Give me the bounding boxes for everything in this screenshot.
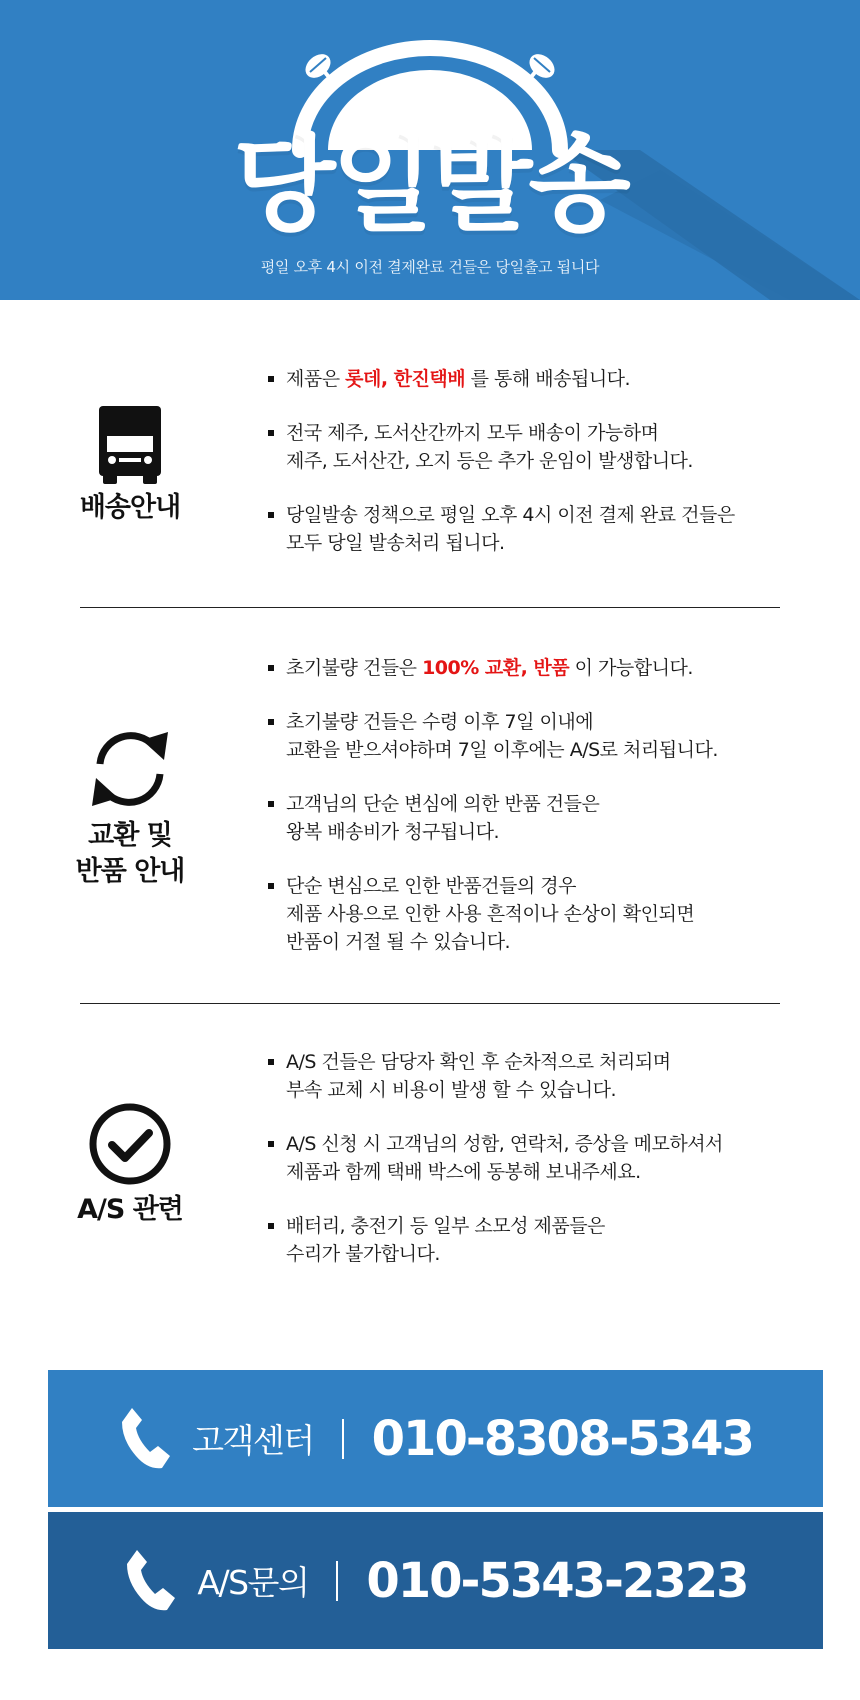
shipping-list	[268, 365, 828, 557]
list-item: 전국 제주, 도서산간까지 모두 배송이 가능하며 제주, 도서산간, 오지 등은 추가 운임이 발생합니다.	[268, 419, 828, 475]
list-item: 초기불량 건들은 100% 교환, 반품 이 가능합니다.	[268, 654, 828, 682]
list-item: 당일발송 정책으로 평일 오후 4시 이전 결제 완료 건들은 모두 당일 발송처리 됩니다.	[268, 501, 828, 557]
as-section	[0, 1004, 860, 1304]
as-inquiry-bar[interactable]	[48, 1512, 823, 1649]
shipping-label: 배송안내	[79, 492, 181, 523]
customer-center-number[interactable]: 010-8308-5343	[371, 1410, 753, 1467]
separator	[336, 1561, 338, 1601]
as-label: A/S 관련	[77, 1194, 183, 1225]
refresh-arrows-icon	[84, 726, 176, 812]
list-item: 제품은 롯데, 한진택배 를 통해 배송됩니다.	[268, 365, 828, 393]
as-inquiry-label: A/S문의	[197, 1563, 309, 1602]
as-list	[268, 1048, 828, 1268]
as-inquiry-number[interactable]: 010-5343-2323	[366, 1552, 748, 1609]
exchange-highlight: 100% 교환, 반품	[422, 657, 570, 679]
exchange-list	[268, 654, 828, 956]
carrier-highlight: 롯데, 한진택배	[345, 368, 466, 390]
list-item: 배터리, 충전기 등 일부 소모성 제품들은 수리가 불가합니다.	[268, 1212, 828, 1268]
truck-icon	[97, 404, 163, 484]
hero-subtitle: 평일 오후 4시 이전 결제완료 건들은 당일출고 됩니다	[260, 258, 600, 276]
list-item: 고객님의 단순 변심에 의한 반품 건들은 왕복 배송비가 청구됩니다.	[268, 790, 828, 846]
shipping-section	[0, 300, 860, 606]
exchange-section	[0, 608, 860, 1003]
list-item: 단순 변심으로 인한 반품건들의 경우 제품 사용으로 인한 사용 흔적이나 손상이 확인되면 반품이 거절 될 수 있습니다.	[268, 872, 828, 956]
customer-center-bar[interactable]	[48, 1370, 823, 1507]
as-heading	[50, 1102, 210, 1228]
exchange-label: 교환 및 반품 안내	[75, 820, 185, 887]
separator	[342, 1419, 344, 1459]
list-item: A/S 신청 시 고객님의 성함, 연락처, 증상을 메모하셔서 제품과 함께 택배 박스에 동봉해 보내주세요.	[268, 1130, 828, 1186]
shipping-heading	[50, 404, 210, 526]
hero-banner	[0, 0, 860, 300]
check-circle-icon	[88, 1102, 172, 1186]
hero-title: 당일발송	[233, 123, 627, 246]
phone-icon	[123, 1548, 177, 1614]
list-item: 초기불량 건들은 수령 이후 7일 이내에 교환을 받으셔야하며 7일 이후에는 A/S로 처리됩니다.	[268, 708, 828, 764]
phone-icon	[118, 1406, 172, 1472]
customer-center-label: 고객센터	[192, 1421, 314, 1460]
exchange-heading	[50, 726, 210, 890]
list-item: A/S 건들은 담당자 확인 후 순차적으로 처리되며 부속 교체 시 비용이 발생 할 수 있습니다.	[268, 1048, 828, 1104]
